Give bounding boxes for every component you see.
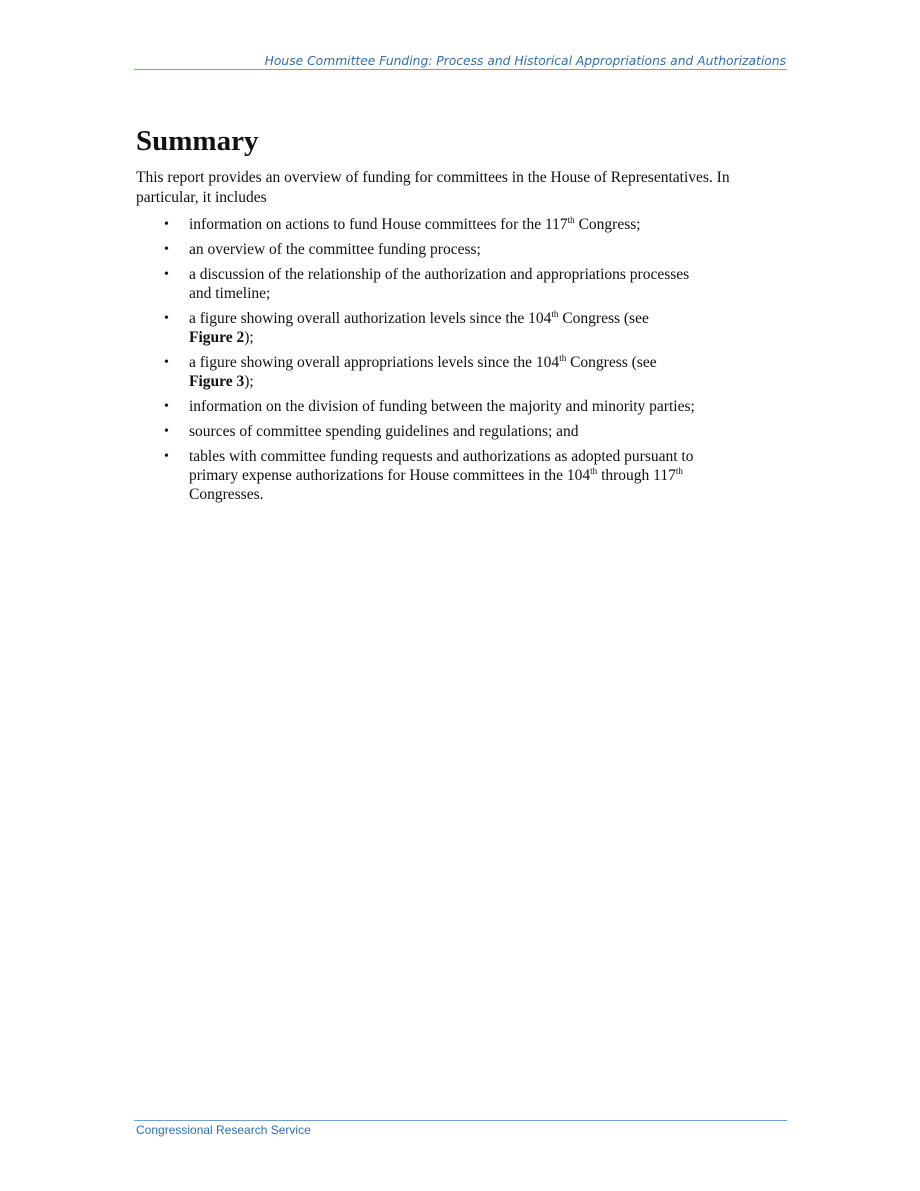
bullet-icon: • <box>164 424 169 439</box>
ordinal-suffix: th <box>567 214 575 225</box>
ordinal-suffix: th <box>551 308 559 319</box>
list-item-text: Congresses. <box>189 486 264 503</box>
list-item-text: a figure showing overall authorization levels since the 104 <box>189 310 552 327</box>
list-item-text: primary expense authorizations for House committees in the 104 <box>189 467 591 484</box>
bullet-icon: • <box>164 399 169 414</box>
list-item <box>136 265 756 303</box>
figure-reference: Figure 2 <box>189 329 245 346</box>
ordinal-suffix: th <box>590 465 598 476</box>
list-item <box>136 240 756 259</box>
ordinal-suffix: th <box>559 352 567 363</box>
list-item-text: an overview of the committee funding process; <box>189 241 481 258</box>
bullet-icon: • <box>164 355 169 370</box>
list-item-text: information on actions to fund House committees for the 117 <box>189 216 568 233</box>
list-item-text: ); <box>244 373 254 390</box>
running-header-title: House Committee Funding: Process and Historical Appropriations and Authorizations <box>264 54 786 68</box>
bullet-icon: • <box>164 267 169 282</box>
summary-bullet-list <box>136 215 756 510</box>
bullet-icon: • <box>164 242 169 257</box>
list-item <box>136 309 756 347</box>
list-item-text: information on the division of funding between the majority and minority parties; <box>189 398 695 415</box>
list-item-text: sources of committee spending guidelines and regulations; and <box>189 423 579 440</box>
list-item-text: a figure showing overall appropriations levels since the 104 <box>189 354 560 371</box>
list-item-text: Congress (see <box>558 310 649 327</box>
figure-reference: Figure 3 <box>189 373 245 390</box>
list-item-text: and timeline; <box>189 285 271 302</box>
summary-heading: Summary <box>136 125 259 157</box>
list-item <box>136 447 756 504</box>
footer-publisher: Congressional Research Service <box>136 1123 311 1137</box>
list-item-text: ); <box>244 329 254 346</box>
list-item <box>136 353 756 391</box>
list-item <box>136 422 756 441</box>
list-item-text: through 117 <box>597 467 676 484</box>
bullet-icon: • <box>164 449 169 464</box>
footer-divider <box>134 1120 787 1121</box>
header-divider <box>134 69 787 70</box>
list-item-text: a discussion of the relationship of the authorization and appropriations processes <box>189 266 690 283</box>
list-item <box>136 397 756 416</box>
bullet-icon: • <box>164 311 169 326</box>
bullet-icon: • <box>164 217 169 232</box>
list-item-text: tables with committee funding requests and authorizations as adopted pursuant to <box>189 448 694 465</box>
list-item <box>136 215 756 234</box>
ordinal-suffix: th <box>675 465 683 476</box>
list-item-text: Congress; <box>574 216 641 233</box>
list-item-text: Congress (see <box>566 354 657 371</box>
summary-intro: This report provides an overview of funding for committees in the House of Representatives. In particular, it includes <box>136 169 730 206</box>
